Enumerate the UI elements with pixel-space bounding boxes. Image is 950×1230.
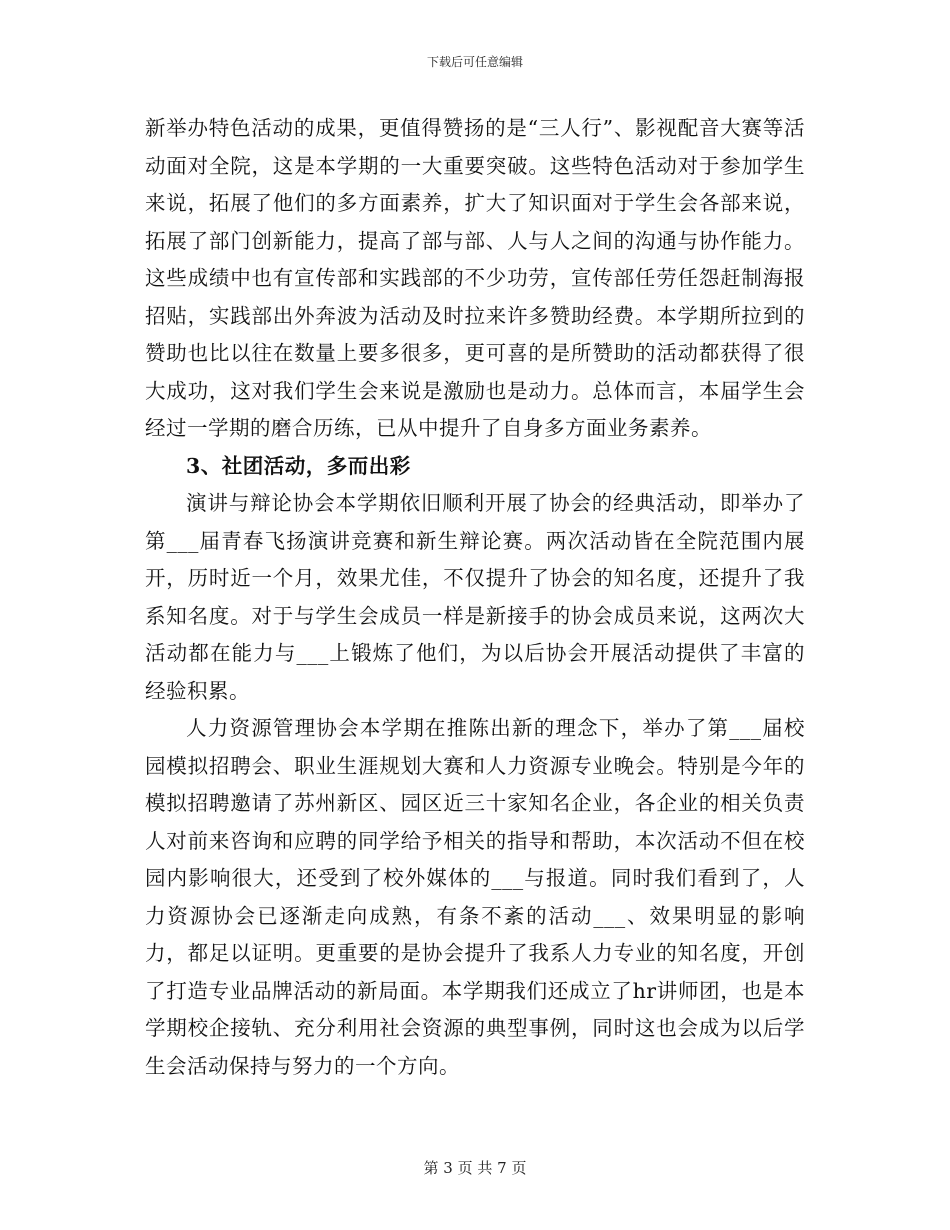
paragraph-hr-association: 人力资源管理协会本学期在推陈出新的理念下，举办了第___届校园模拟招聘会、职业生涯规划大赛和人力资源专业晚会。特别是今年的模拟招聘邀请了苏州新区、园区近三十家知名企业，各企业的相关负责人对前来咨询和应聘的同学给予相关的指导和帮助，本次活动不但在校园内影响很大，还受到了校外媒体的___与报道。同时我们看到了，人力资源协会已逐渐走向成熟，有条不紊的活动___、效果明显的影响力，都足以证明。更重要的是协会提升了我系人力专业的知名度，开创了打造专业品牌活动的新局面。本学期我们还成立了hr讲师团，也是本学期校企接轨、充分利用社会资源的典型事例，同时这也会成为以后学生会活动保持与努力的一个方向。 — [145, 716, 805, 1078]
paragraph-continuation: 新举办特色活动的成果，更值得赞扬的是“三人行”、影视配音大赛等活动面对全院，这是本学期的一大重要突破。这些特色活动对于参加学生来说，拓展了他们的多方面素养，扩大了知识面对于学生会各部来说，拓展了部门创新能力，提高了部与部、人与人之间的沟通与协作能力。这些成绩中也有宣传部和实践部的不少功劳，宣传部任劳任怨赶制海报招贴，实践部出外奔波为活动及时拉来许多赞助经费。本学期所拉到的赞助也比以往在数量上要多很多，更可喜的是所赞助的活动都获得了很大成功，这对我们学生会来说是激励也是动力。总体而言，本届学生会经过一学期的磨合历练，已从中提升了自身多方面业务素养。 — [145, 116, 805, 440]
page-number: 第 3 页 共 7 页 — [423, 1159, 527, 1177]
document-body — [145, 110, 805, 1085]
page-header: 下载后可任意编辑 — [426, 55, 523, 69]
paragraph-speech-debate-association: 演讲与辩论协会本学期依旧顺利开展了协会的经典活动，即举办了第___届青春飞扬演讲竞赛和新生辩论赛。两次活动皆在全院范围内展开，历时近一个月，效果尤佳，不仅提升了协会的知名度，还提升了我系知名度。对于与学生会成员一样是新接手的协会成员来说，这两次大活动都在能力与___上锻炼了他们，为以后协会开展活动提供了丰富的经验积累。 — [145, 491, 805, 703]
section-heading: 3、社团活动，多而出彩 — [186, 453, 411, 478]
